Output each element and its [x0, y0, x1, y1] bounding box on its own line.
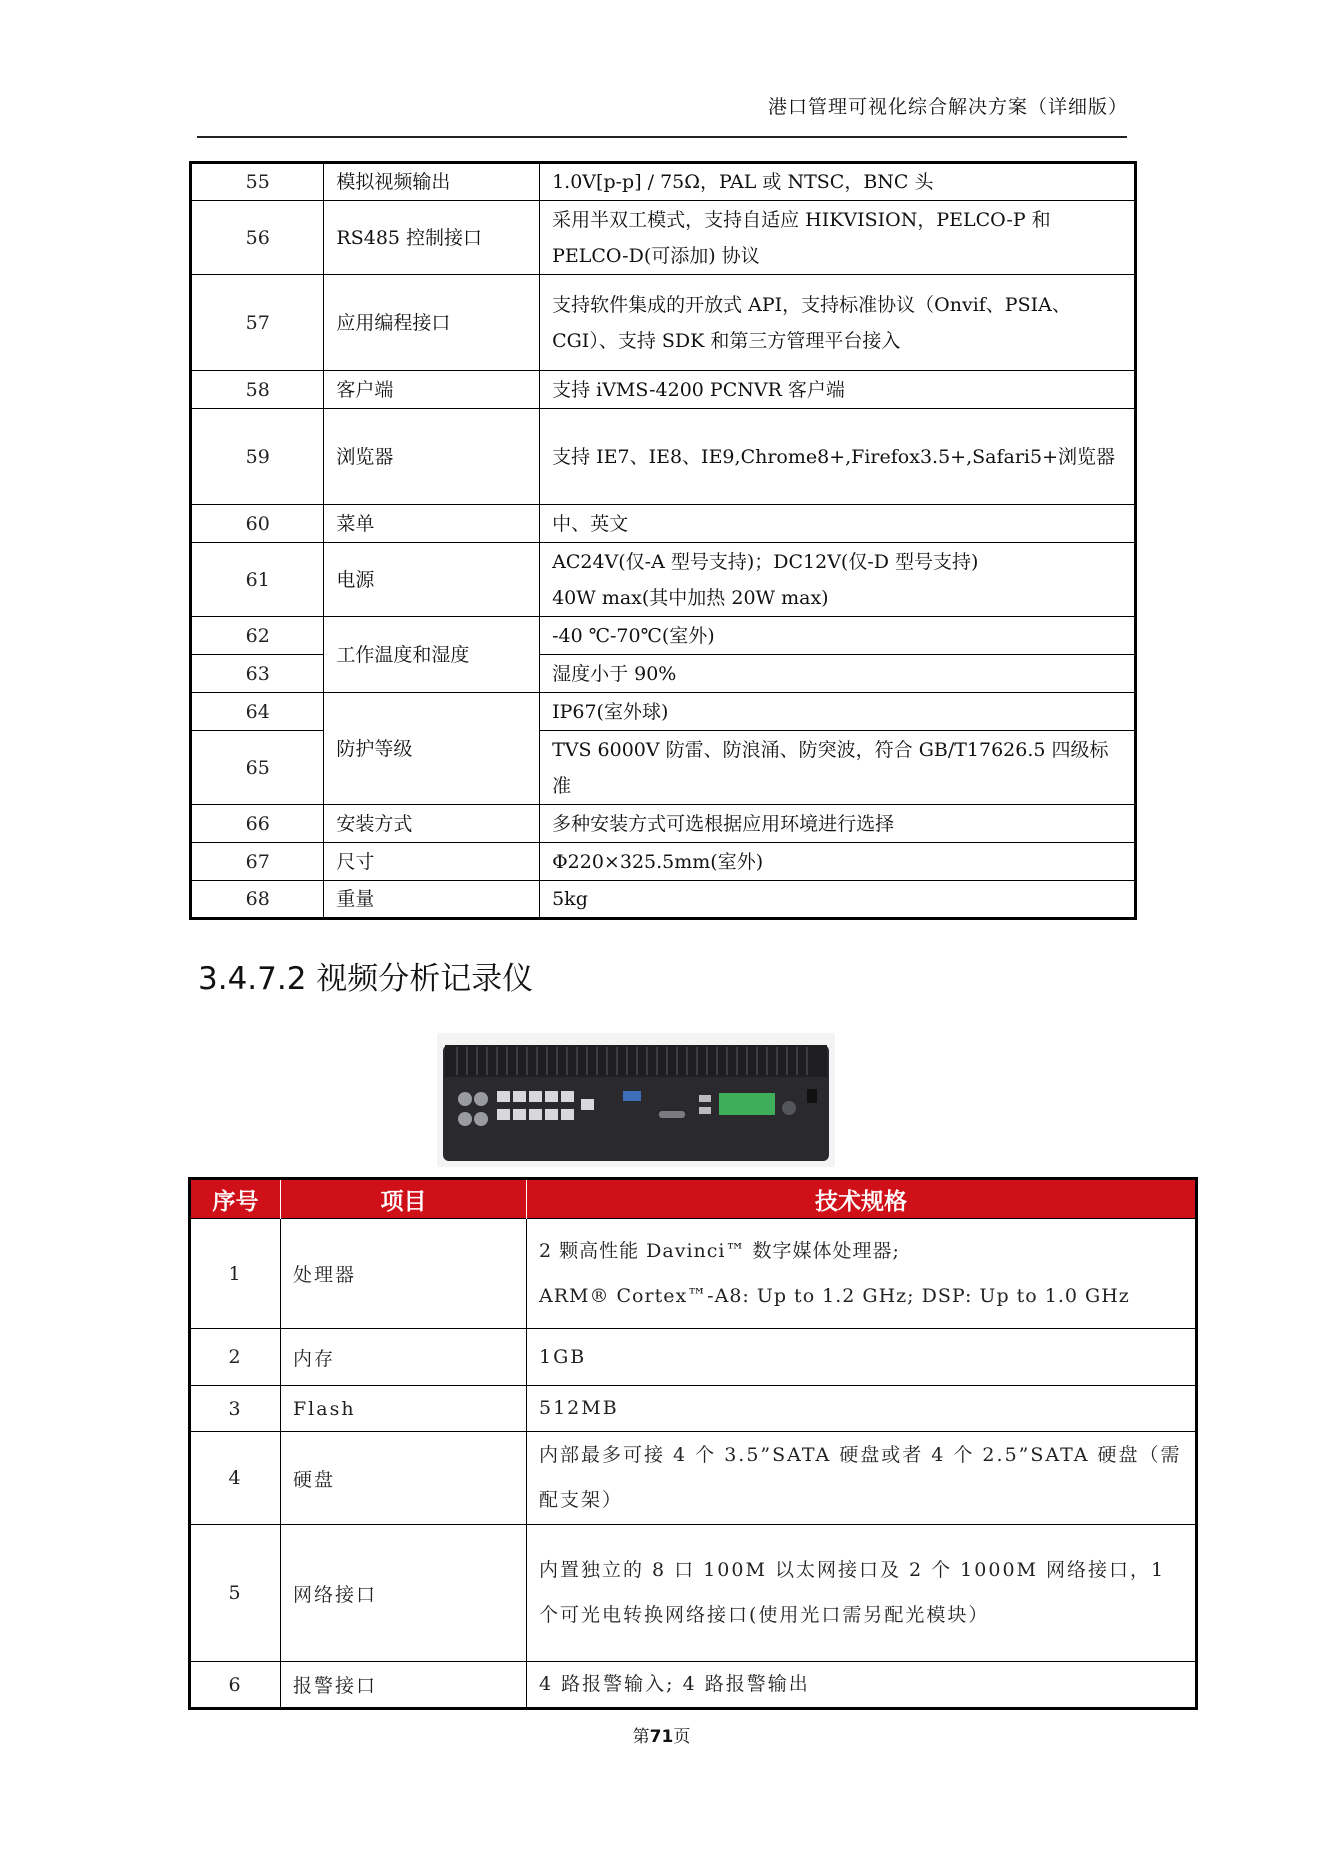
row-spec-line-2: ARM® Cortex™-A8: Up to 1.2 GHz; DSP: Up to 1.0 GHz	[539, 1284, 1130, 1307]
table-row	[191, 805, 1136, 843]
video-analysis-recorder-image	[437, 1033, 835, 1167]
row-item: 防护等级	[324, 693, 540, 805]
row-number: 58	[191, 371, 324, 409]
row-number: 64	[191, 693, 324, 731]
row-number: 62	[191, 617, 324, 655]
row-number: 60	[191, 505, 324, 543]
row-number: 2	[190, 1329, 281, 1386]
row-number: 55	[191, 163, 324, 201]
row-item: 硬盘	[281, 1432, 527, 1525]
document-header-title: 港口管理可视化综合解决方案（详细版）	[767, 96, 1128, 118]
table-row	[190, 1219, 1197, 1329]
table-row	[190, 1329, 1197, 1386]
row-spec: IP67(室外球)	[540, 693, 1136, 731]
row-item: 重量	[324, 881, 540, 919]
row-item: RS485 控制接口	[324, 201, 540, 275]
row-item: 安装方式	[324, 805, 540, 843]
header-cell-spec: 技术规格	[527, 1179, 1197, 1219]
table-row	[190, 1386, 1197, 1432]
row-number: 65	[191, 731, 324, 805]
page-number: 71	[649, 1727, 674, 1747]
row-number: 63	[191, 655, 324, 693]
row-number: 6	[190, 1662, 281, 1709]
row-spec: 5kg	[540, 881, 1136, 919]
row-item: 应用编程接口	[324, 275, 540, 371]
row-number: 4	[190, 1432, 281, 1525]
row-spec-line-1: AC24V(仅-A 型号支持)；DC12V(仅-D 型号支持)	[552, 550, 979, 573]
row-item: 尺寸	[324, 843, 540, 881]
table-row	[191, 693, 1136, 731]
table-row	[191, 843, 1136, 881]
row-spec: 采用半双工模式，支持自适应 HIKVISION，PELCO-P 和 PELCO-D(可添加) 协议	[540, 201, 1136, 275]
row-item: 网络接口	[281, 1525, 527, 1662]
row-spec: 512MB	[527, 1386, 1197, 1432]
row-item: 处理器	[281, 1219, 527, 1329]
row-spec: 支持 iVMS-4200 PCNVR 客户端	[540, 371, 1136, 409]
table-row	[191, 617, 1136, 655]
table-row	[190, 1525, 1197, 1662]
page-prefix: 第	[632, 1727, 650, 1747]
table-row	[191, 163, 1136, 201]
table-row	[191, 505, 1136, 543]
row-item: 浏览器	[324, 409, 540, 505]
row-spec: 1GB	[527, 1329, 1197, 1386]
spec-table-1	[189, 161, 1137, 920]
row-number: 67	[191, 843, 324, 881]
row-spec: 多种安装方式可选根据应用环境进行选择	[540, 805, 1136, 843]
row-spec	[540, 543, 1136, 617]
row-number: 3	[190, 1386, 281, 1432]
row-item: 菜单	[324, 505, 540, 543]
header-cell-item: 项目	[281, 1179, 527, 1219]
page-suffix: 页	[673, 1727, 691, 1747]
row-spec: -40 ℃-70℃(室外)	[540, 617, 1136, 655]
row-spec-line-1: 2 颗高性能 Davinci™ 数字媒体处理器;	[539, 1239, 900, 1262]
table-row	[190, 1432, 1197, 1525]
row-spec: Φ220×325.5mm(室外)	[540, 843, 1136, 881]
row-number: 1	[190, 1219, 281, 1329]
row-item: 报警接口	[281, 1662, 527, 1709]
row-spec: 支持软件集成的开放式 API，支持标准协议（Onvif、PSIA、CGI）、支持 SDK 和第三方管理平台接入	[540, 275, 1136, 371]
table-row	[191, 275, 1136, 371]
row-number: 66	[191, 805, 324, 843]
row-number: 61	[191, 543, 324, 617]
row-spec: 内部最多可接 4 个 3.5”SATA 硬盘或者 4 个 2.5”SATA 硬盘（需配支架）	[527, 1432, 1197, 1525]
row-item: 电源	[324, 543, 540, 617]
row-item: 模拟视频输出	[324, 163, 540, 201]
row-spec	[527, 1219, 1197, 1329]
row-spec-line-2: 40W max(其中加热 20W max)	[552, 586, 829, 609]
row-spec: 4 路报警输入; 4 路报警输出	[527, 1662, 1197, 1709]
row-spec: 支持 IE7、IE8、IE9,Chrome8+,Firefox3.5+,Safari5+浏览器	[540, 409, 1136, 505]
table-row	[191, 409, 1136, 505]
table-header-row	[190, 1179, 1197, 1219]
row-item: 客户端	[324, 371, 540, 409]
row-item: 内存	[281, 1329, 527, 1386]
table-row	[191, 371, 1136, 409]
row-item: 工作温度和湿度	[324, 617, 540, 693]
row-spec: TVS 6000V 防雷、防浪涌、防突波，符合 GB/T17626.5 四级标准	[540, 731, 1136, 805]
row-number: 59	[191, 409, 324, 505]
device-photo	[437, 1033, 835, 1167]
row-number: 5	[190, 1525, 281, 1662]
table-row	[190, 1662, 1197, 1709]
table-row	[191, 881, 1136, 919]
header-divider	[197, 136, 1127, 138]
table-row	[191, 543, 1136, 617]
row-spec: 中、英文	[540, 505, 1136, 543]
table-row	[191, 201, 1136, 275]
section-heading: 3.4.7.2 视频分析记录仪	[198, 961, 534, 997]
row-spec: 湿度小于 90%	[540, 655, 1136, 693]
row-number: 68	[191, 881, 324, 919]
spec-table-2	[188, 1177, 1198, 1710]
row-spec: 1.0V[p-p] / 75Ω，PAL 或 NTSC，BNC 头	[540, 163, 1136, 201]
page-footer	[0, 1722, 1323, 1747]
header-cell-number: 序号	[190, 1179, 281, 1219]
row-spec: 内置独立的 8 口 100M 以太网接口及 2 个 1000M 网络接口，1 个可光电转换网络接口(使用光口需另配光模块）	[527, 1525, 1197, 1662]
row-number: 56	[191, 201, 324, 275]
row-item: Flash	[281, 1386, 527, 1432]
row-number: 57	[191, 275, 324, 371]
